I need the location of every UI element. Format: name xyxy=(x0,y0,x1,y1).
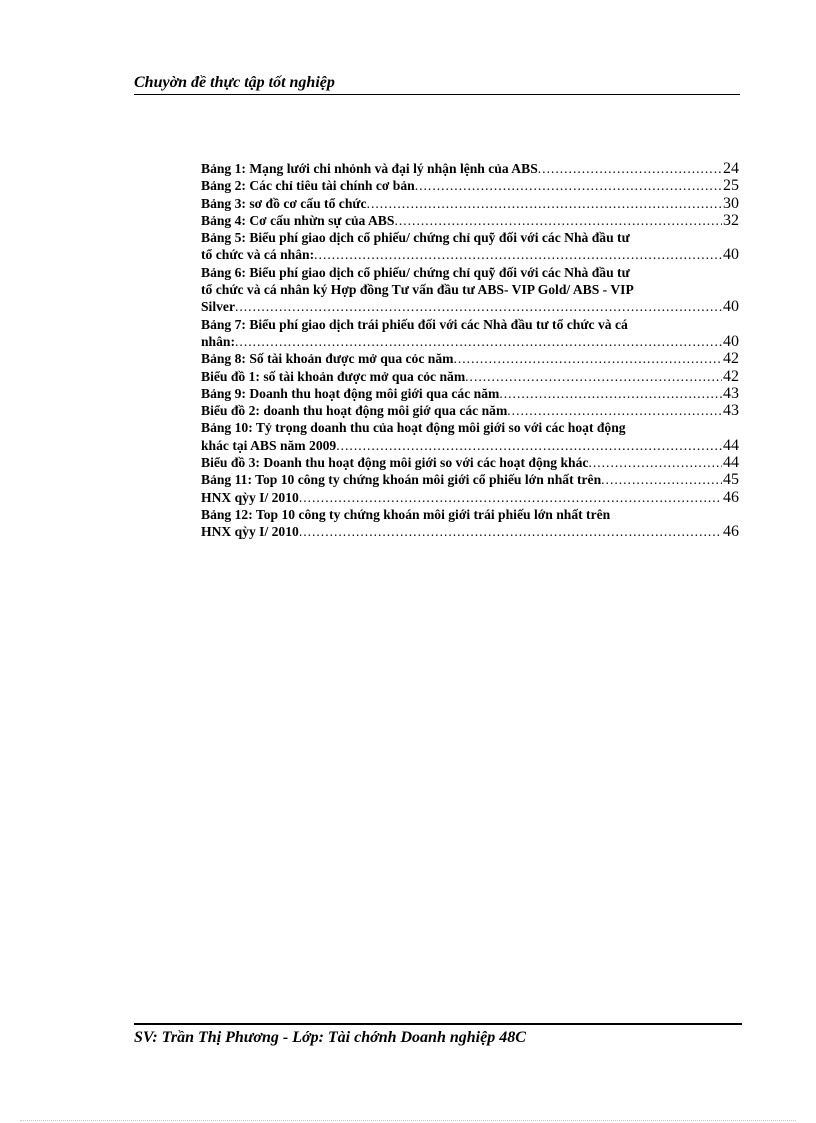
toc-entry-title: HNX qỳy I/ 2010 xyxy=(201,489,299,505)
toc-entry-title: HNX qỳy I/ 2010 xyxy=(201,524,299,540)
toc-entry-final-line xyxy=(201,212,739,229)
toc-entry-line: Bảng 10: Tỷ trọng doanh thu của hoạt động môi giới so với các hoạt động xyxy=(201,420,626,436)
toc-entry-final-line xyxy=(201,160,739,177)
toc-entry xyxy=(201,506,739,541)
page-bottom-divider xyxy=(20,1120,796,1121)
toc-entry xyxy=(201,471,739,488)
toc-entry xyxy=(201,454,739,471)
toc-entry-final-line xyxy=(201,333,739,350)
toc-entry-title: Bảng 3: sơ đồ cơ cấu tổ chức xyxy=(201,195,367,211)
toc-entry-title: tổ chức và cá nhân: xyxy=(201,247,315,263)
toc-entry-final-line xyxy=(201,402,739,419)
toc-entry-line: Bảng 12: Top 10 công ty chứng khoán môi giới trái phiếu lớn nhất trên xyxy=(201,506,611,522)
toc-page-number: 30 xyxy=(723,194,739,212)
toc-entry-title: Bảng 2: Các chỉ tiêu tài chính cơ bản xyxy=(201,178,415,194)
table-of-figures xyxy=(201,160,739,541)
toc-entry xyxy=(201,385,739,402)
toc-page-number: 40 xyxy=(723,298,739,316)
toc-page-number: 46 xyxy=(723,523,739,541)
toc-entry-title: Bảng 11: Top 10 công ty chứng khoán môi giới cổ phiếu lớn nhất trên xyxy=(201,472,602,488)
toc-entry-line: Bảng 7: Biểu phí giao dịch trái phiếu đối với các Nhà đầu tư tổ chức và cá xyxy=(201,316,628,332)
toc-page-number: 25 xyxy=(723,177,739,195)
toc-entry-final-line xyxy=(201,437,739,454)
toc-dot-leader xyxy=(394,212,722,229)
toc-page-number: 24 xyxy=(723,160,739,177)
toc-entry xyxy=(201,368,739,385)
toc-entry-title: Biểu đồ 2: doanh thu hoạt động môi giớ qua các năm xyxy=(201,403,508,419)
footer-text: SV: Trần Thị Phương - Lớp: Tài chớnh Doanh nghiệp 48C xyxy=(134,1029,526,1046)
toc-entry-final-line xyxy=(201,385,739,402)
toc-dot-leader xyxy=(499,385,722,402)
toc-page-number: 40 xyxy=(723,246,739,264)
toc-entry-final-line xyxy=(201,489,739,506)
toc-dot-leader xyxy=(299,523,722,540)
toc-entry xyxy=(201,419,739,454)
toc-entry xyxy=(201,402,739,419)
toc-page-number: 43 xyxy=(723,402,739,420)
toc-entry-title: Biểu đồ 1: số tài khoản được mở qua cỏc năm xyxy=(201,368,466,384)
toc-page-number: 46 xyxy=(723,488,739,506)
toc-page-number: 44 xyxy=(723,436,739,454)
toc-page-number: 43 xyxy=(723,384,739,402)
toc-page-number: 45 xyxy=(723,471,739,489)
toc-entry xyxy=(201,212,739,229)
toc-page-number: 42 xyxy=(723,367,739,385)
toc-entry-title: Bảng 4: Cơ cấu nhừn sự của ABS xyxy=(201,212,395,228)
toc-entry-final-line xyxy=(201,523,739,540)
toc-dot-leader xyxy=(235,333,722,350)
header-title: Chuyờn đề thực tập tốt nghiệp xyxy=(134,74,335,91)
toc-entry-final-line xyxy=(201,177,739,194)
toc-entry-final-line xyxy=(201,471,739,488)
toc-dot-leader xyxy=(336,437,722,454)
toc-entry xyxy=(201,350,739,367)
toc-dot-leader xyxy=(367,195,722,212)
toc-entry-title: khác tại ABS năm 2009 xyxy=(201,437,337,453)
toc-dot-leader xyxy=(507,402,722,419)
page-header xyxy=(134,74,740,95)
toc-entry xyxy=(201,229,739,264)
toc-entry xyxy=(201,177,739,194)
toc-entry-title: nhân: xyxy=(201,333,236,349)
page-footer xyxy=(134,1023,742,1047)
toc-entry-final-line xyxy=(201,368,739,385)
toc-entry xyxy=(201,316,739,351)
toc-entry-final-line xyxy=(201,350,739,367)
toc-entry-final-line xyxy=(201,454,739,471)
toc-entry-title: Silver xyxy=(201,299,235,315)
toc-entry-title: Biểu đồ 3: Doanh thu hoạt động môi giới so với các hoạt động khác xyxy=(201,455,589,471)
toc-dot-leader xyxy=(453,350,722,367)
toc-dot-leader xyxy=(314,246,722,263)
toc-entry-final-line xyxy=(201,246,739,263)
toc-entry xyxy=(201,264,739,316)
toc-entry-final-line xyxy=(201,298,739,315)
toc-page-number: 42 xyxy=(723,350,739,368)
toc-entry-title: Bảng 9: Doanh thu hoạt động môi giới qua các năm xyxy=(201,385,500,401)
toc-dot-leader xyxy=(588,454,722,471)
toc-dot-leader xyxy=(235,298,722,315)
toc-dot-leader xyxy=(299,489,722,506)
toc-dot-leader xyxy=(601,471,722,488)
toc-entry-final-line xyxy=(201,195,739,212)
toc-page-number: 32 xyxy=(723,211,739,229)
toc-entry-line: tổ chức và cá nhân ký Hợp đồng Tư vấn đầu tư ABS- VIP Gold/ ABS - VIP xyxy=(201,282,634,298)
toc-entry-line: Bảng 6: Biểu phí giao dịch cổ phiếu/ chứng chỉ quỹ đối với các Nhà đầu tư xyxy=(201,264,630,280)
toc-dot-leader xyxy=(538,160,722,177)
toc-entry-line: Bảng 5: Biểu phí giao dịch cổ phiếu/ chứng chỉ quỹ đối với các Nhà đầu tư xyxy=(201,230,630,246)
toc-entry-title: Bảng 1: Mạng lưới chi nhỏnh và đại lý nhận lệnh của ABS xyxy=(201,161,538,176)
toc-page-number: 40 xyxy=(723,332,739,350)
toc-entry xyxy=(201,160,739,177)
toc-entry-title: Bảng 8: Số tài khoản được mở qua cỏc năm xyxy=(201,351,454,367)
toc-page-number: 44 xyxy=(723,454,739,472)
toc-dot-leader xyxy=(465,368,722,385)
toc-dot-leader xyxy=(415,177,722,194)
toc-entry xyxy=(201,489,739,506)
toc-entry xyxy=(201,195,739,212)
